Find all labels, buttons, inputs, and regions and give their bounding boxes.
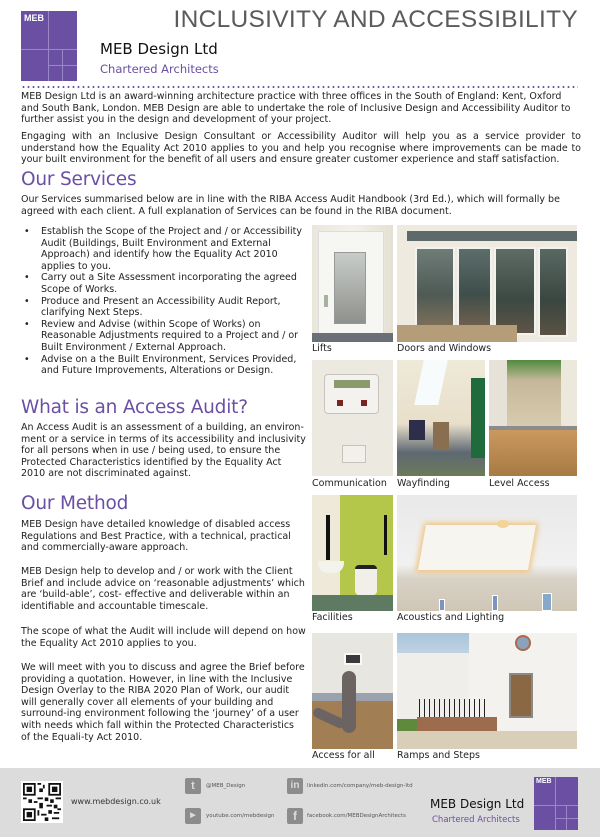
qr-code-icon bbox=[23, 783, 61, 821]
company-tagline: Chartered Architects bbox=[100, 62, 219, 76]
logo-text: MEB bbox=[24, 13, 44, 23]
photo-ramps-and-steps bbox=[397, 633, 577, 749]
photo-acoustics-and-lighting bbox=[397, 495, 577, 611]
photo-access-for-all bbox=[312, 633, 393, 749]
list-item bbox=[21, 354, 306, 377]
caption-access-for-all: Access for all bbox=[312, 750, 375, 761]
dotted-divider bbox=[21, 86, 578, 88]
youtube-link[interactable]: youtube.com/mebdesign bbox=[206, 813, 275, 819]
bullet-icon: • bbox=[24, 318, 30, 330]
list-item bbox=[21, 296, 306, 319]
photo-level-access bbox=[489, 360, 577, 476]
method-paragraph-1: MEB Design have detailed knowledge of disabled access Regulations and Best Practice, with a technical, practical and commercially-aware approach. bbox=[21, 519, 291, 554]
services-heading: Our Services bbox=[21, 169, 137, 190]
list-item bbox=[21, 226, 306, 272]
method-paragraph-4: We will meet with you to discuss and agree the Brief before providing a quotation. However, in line with the Inclusive Design Overlay to the RIBA 2020 Plan of Work, our audit will generally cover all elements of your building and surround-ing environment following the ‘journey’ of a user with needs which fall within the Protected Characteristics of the Equali-ty Act 2010. bbox=[21, 662, 305, 743]
caption-lifts: Lifts bbox=[312, 343, 332, 354]
list-item-text: Review and Advise (within Scope of Works) on Reasonable Adjustments required to a Project and / or Built Environment / External Approach. bbox=[41, 318, 299, 353]
caption-communication: Communication bbox=[312, 478, 387, 489]
facebook-icon[interactable]: f bbox=[287, 808, 303, 824]
list-item-text: Advise on a the Built Environment, Services Provided, and Future Improvements, Alterations or Design. bbox=[41, 353, 297, 377]
list-item bbox=[21, 319, 306, 354]
page-title: INCLUSIVITY AND ACCESSIBILITY bbox=[173, 6, 578, 33]
bullet-icon: • bbox=[24, 226, 30, 237]
website-link[interactable]: www.mebdesign.co.uk bbox=[71, 797, 161, 806]
bullet-icon: • bbox=[24, 295, 30, 307]
linkedin-link[interactable]: linkedin.com/company/meb-design-ltd bbox=[307, 783, 413, 789]
caption-ramps-and-steps: Ramps and Steps bbox=[397, 750, 480, 761]
facebook-link[interactable]: facebook.com/MEBDesignArchitects bbox=[307, 813, 406, 819]
photo-wayfinding bbox=[397, 360, 485, 476]
audit-text: An Access Audit is an assessment of a building, an environ-ment or a service in terms of its accessibility and inclusivity for all persons when in use / being used, to ensure the Protected Characteristics identified by the Equality Act 2010 are not discriminated against. bbox=[21, 422, 306, 480]
footer-meb-logo bbox=[534, 777, 578, 830]
footer-logo-text: MEB bbox=[536, 778, 552, 785]
footer-company-tagline: Chartered Architects bbox=[432, 815, 520, 825]
caption-acoustics-and-lighting: Acoustics and Lighting bbox=[397, 612, 505, 623]
photo-facilities bbox=[312, 495, 393, 611]
method-paragraph-3: The scope of what the Audit will include will depend on how the Equality Act 2010 applies to you. bbox=[21, 626, 306, 649]
list-item-text: Establish the Scope of the Project and / or Accessibility Audit (Buildings, Built Environment and External Approach) and identify how the Equality Act 2010 applies to you. bbox=[41, 226, 302, 272]
caption-doors-and-windows: Doors and Windows bbox=[397, 343, 492, 354]
footer-company-name: MEB Design Ltd bbox=[430, 797, 525, 811]
linkedin-icon[interactable]: in bbox=[287, 778, 303, 794]
twitter-icon[interactable]: t bbox=[185, 778, 201, 794]
caption-facilities: Facilities bbox=[312, 612, 353, 623]
services-intro: Our Services summarised below are in line with the RIBA Access Audit Handbook (3rd Ed.), which will formally be agreed with each client. A full explanation of Services can be found in the RIBA document. bbox=[21, 194, 560, 217]
method-heading: Our Method bbox=[21, 493, 129, 514]
twitter-handle[interactable]: @MEB_Design bbox=[206, 783, 246, 789]
qr-code[interactable] bbox=[21, 781, 63, 823]
intro-paragraph-1: MEB Design Ltd is an award-winning architecture practice with three offices in the South of England: Kent, Oxford and South Bank, London. MEB Design are able to undertake the role of Inclusive Design and Accessibility Auditor to further assist you in the design and development of your project. bbox=[21, 91, 571, 126]
list-item-text: Carry out a Site Assessment incorporating the agreed Scope of Works. bbox=[41, 272, 297, 295]
meb-logo bbox=[21, 11, 77, 81]
caption-wayfinding: Wayfinding bbox=[397, 478, 450, 489]
bullet-icon: • bbox=[24, 353, 30, 365]
audit-heading: What is an Access Audit? bbox=[21, 397, 248, 418]
list-item bbox=[21, 272, 306, 295]
intro-paragraph-2: Engaging with an Inclusive Design Consultant or Accessibility Auditor will help you as a service provider to understand how the Equality Act 2010 applies to you and help you recognise where improvements can be made to your built environment for the benefit of all users and ensure greater customer experience and staff satisfaction. bbox=[21, 131, 581, 166]
youtube-icon[interactable]: ▶ bbox=[185, 808, 201, 824]
method-paragraph-2: MEB Design help to develop and / or work with the Client Brief and include advice on ‘reasonable adjustments’ which are ‘build-able’, cost- effective and deliverable within an identifiable and accountable timescale. bbox=[21, 566, 305, 612]
services-list bbox=[21, 226, 306, 377]
caption-level-access: Level Access bbox=[489, 478, 550, 489]
bullet-icon: • bbox=[24, 272, 30, 284]
photo-lifts bbox=[312, 225, 393, 342]
photo-doors-and-windows bbox=[397, 225, 577, 342]
list-item-text: Produce and Present an Accessibility Audit Report, clarifying Next Steps. bbox=[41, 295, 281, 319]
photo-communication bbox=[312, 360, 393, 476]
company-name: MEB Design Ltd bbox=[100, 40, 218, 58]
